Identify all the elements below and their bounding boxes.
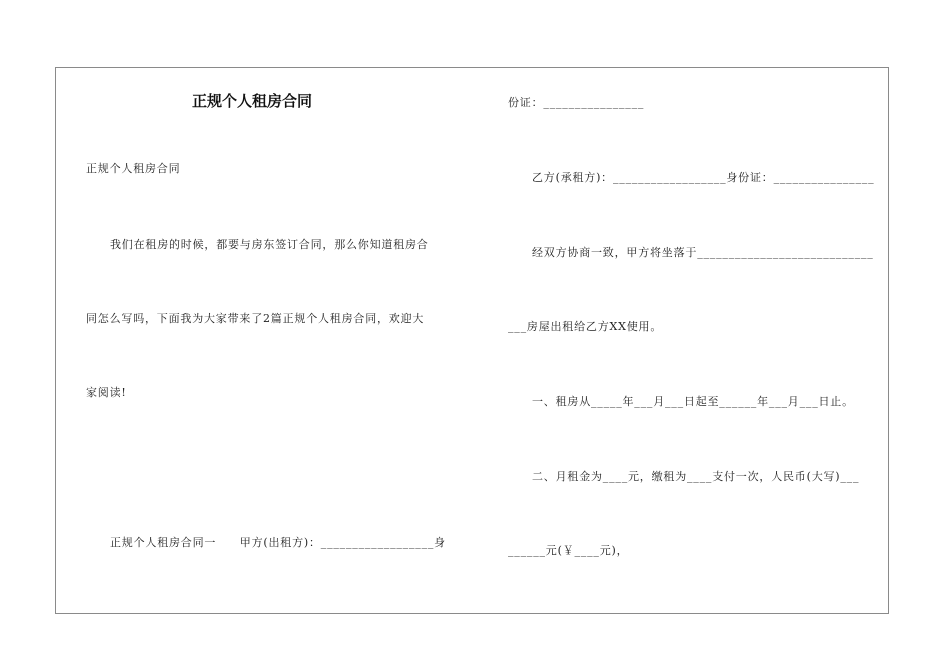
page-frame bbox=[55, 67, 889, 614]
left-text-line-3: 同怎么写吗，下面我为大家带来了2篇正规个人租房合同，欢迎大 bbox=[86, 312, 425, 325]
right-text-line-1: 份证：________________ bbox=[508, 96, 645, 109]
left-text-line-2: 我们在租房的时候，都要与房东签订合同，那么你知道租房合 bbox=[110, 238, 429, 251]
right-text-line-2: 乙方(承租方)：__________________身份证：________________ bbox=[532, 171, 875, 184]
right-text-line-5: 一、租房从_____年___月___日起至______年___月___日止。 bbox=[532, 395, 854, 408]
left-text-line-5: 正规个人租房合同一 甲方(出租方)：__________________身 bbox=[110, 536, 446, 549]
right-text-line-7: ______元(￥____元)， bbox=[508, 544, 629, 557]
right-text-line-6: 二、月租金为____元，缴租为____支付一次，人民币(大写)___ bbox=[532, 470, 860, 483]
document-title: 正规个人租房合同 bbox=[192, 92, 313, 110]
right-text-line-3: 经双方协商一致，甲方将坐落于____________________________ bbox=[532, 246, 874, 259]
left-text-line-1: 正规个人租房合同 bbox=[86, 162, 181, 175]
left-text-line-4: 家阅读! bbox=[86, 386, 127, 399]
right-text-line-4: ___房屋出租给乙方XX使用。 bbox=[508, 320, 663, 333]
